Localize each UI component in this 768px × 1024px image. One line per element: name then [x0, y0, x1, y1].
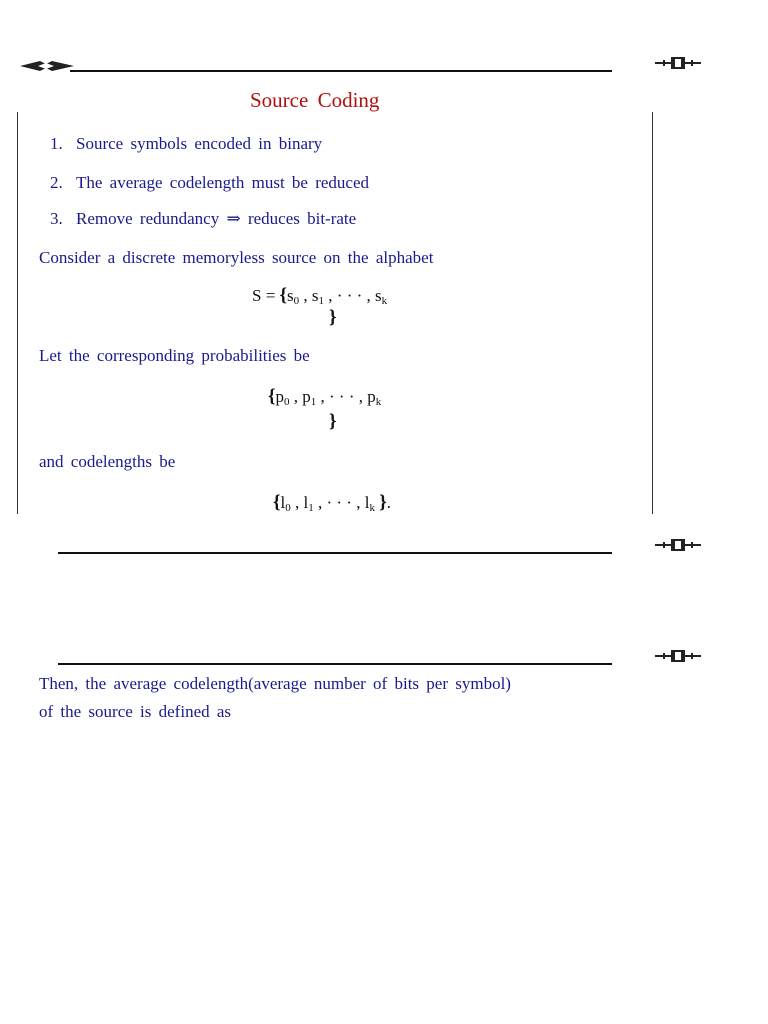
- open-brace: {: [268, 386, 276, 407]
- subscript: 1: [308, 502, 314, 514]
- list-item-text: Source symbols encoded in binary: [76, 134, 323, 153]
- codelengths-text: and codelengths be: [39, 452, 176, 471]
- list-item-text: Remove redundancy ⇒ reduces bit-rate: [76, 209, 357, 228]
- frame-right-line: [652, 112, 653, 514]
- ornament-left-icon: [18, 58, 76, 74]
- slide-title: Source Coding: [250, 88, 380, 112]
- probability-set: {$p_0$ , $p_1$ , · · · , $p_k$: [268, 386, 382, 408]
- symbol: l: [303, 493, 309, 512]
- symbol: l: [280, 493, 286, 512]
- subscript: k: [375, 396, 382, 408]
- subscript: 0: [284, 396, 290, 408]
- open-brace: {: [273, 492, 281, 513]
- ellipsis: · · ·: [329, 387, 355, 406]
- subscript: 0: [285, 502, 291, 514]
- ellipsis: · · ·: [326, 493, 352, 512]
- probabilities-text: Let the corresponding probabilities be: [39, 346, 310, 365]
- consider-text: Consider a discrete memoryless source on the alphabet: [39, 248, 434, 267]
- symbol: p: [302, 387, 311, 406]
- codelength-set: {$l_0$ , $l_1$ , · · · , $l_k$ }.: [273, 492, 391, 514]
- close-brace: }: [379, 492, 387, 513]
- period: .: [386, 493, 391, 512]
- frame-left-line: [17, 112, 18, 514]
- slide-header-rule: [58, 663, 612, 665]
- list-item: [50, 173, 369, 193]
- subscript: 0: [293, 295, 300, 307]
- slide-footer-rule: [58, 552, 612, 554]
- page-mark-icon: [655, 56, 701, 70]
- symbol: p: [275, 387, 284, 406]
- close-brace: }: [329, 307, 337, 328]
- close-brace: }: [329, 411, 337, 432]
- alphabet-set: $S = \{s_0$ , $s_1$ , · · · , $s_k$: [252, 285, 388, 307]
- symbol: s: [287, 286, 294, 305]
- definition-text-line1: Then, the average codelength(average number of bits per symbol): [39, 674, 511, 693]
- ellipsis: · · ·: [336, 286, 363, 305]
- subscript: k: [381, 295, 388, 307]
- open-brace: {: [279, 285, 288, 306]
- symbol: s: [311, 286, 319, 305]
- definition-text-line2: of the source is defined as: [39, 702, 232, 721]
- list-item: [50, 209, 356, 229]
- page-mark-icon: [655, 538, 701, 552]
- symbol: l: [364, 493, 370, 512]
- header-rule: [70, 70, 612, 72]
- page-mark-icon: [655, 649, 701, 663]
- set-lhs: S =: [252, 286, 280, 305]
- subscript: 1: [310, 396, 317, 408]
- list-item-number: 3.: [50, 209, 63, 228]
- subscript: k: [369, 502, 375, 514]
- list-item-number: 2.: [50, 173, 63, 192]
- subscript: 1: [318, 295, 325, 307]
- symbol: s: [375, 286, 382, 305]
- symbol: p: [367, 387, 376, 406]
- list-item-text: The average codelength must be reduced: [76, 173, 370, 192]
- list-item-number: 1.: [50, 134, 63, 153]
- list-item: [50, 134, 322, 154]
